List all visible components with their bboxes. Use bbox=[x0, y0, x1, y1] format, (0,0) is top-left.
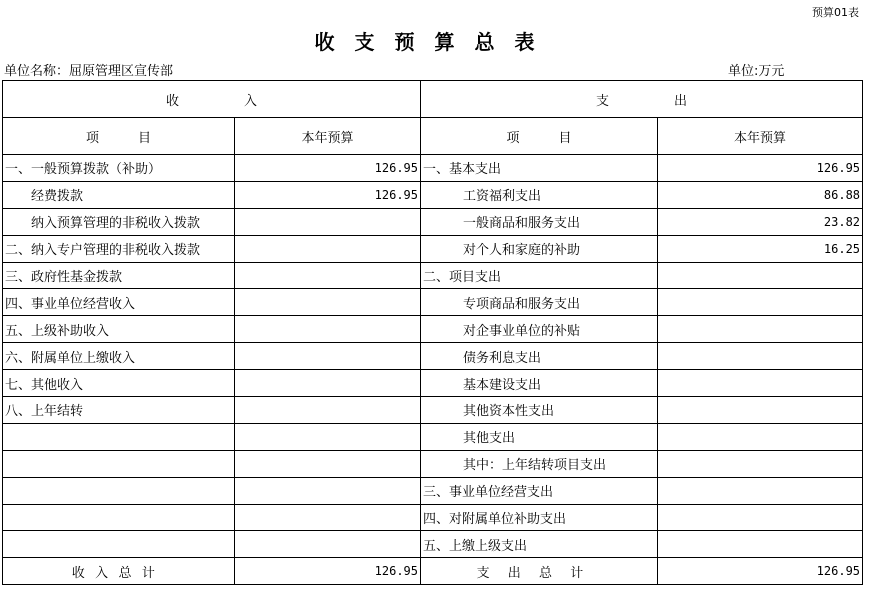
income-item-cell: 纳入预算管理的非税收入拨款 bbox=[3, 208, 235, 235]
income-item-cell: 六、附属单位上缴收入 bbox=[3, 343, 235, 370]
table-row bbox=[3, 531, 863, 558]
table-row bbox=[3, 370, 863, 397]
income-item-cell bbox=[3, 423, 235, 450]
table-row bbox=[3, 235, 863, 262]
expense-item-cell: 工资福利支出 bbox=[421, 181, 658, 208]
expense-item-cell: 其他资本性支出 bbox=[421, 397, 658, 424]
income-section-header: 收 入 bbox=[3, 81, 421, 118]
income-value-cell bbox=[235, 504, 421, 531]
expense-item-cell: 一般商品和服务支出 bbox=[421, 208, 658, 235]
expense-value-cell: 23.82 bbox=[658, 208, 863, 235]
expense-value-cell bbox=[658, 343, 863, 370]
expense-value-cell bbox=[658, 423, 863, 450]
income-item-cell: 三、政府性基金拨款 bbox=[3, 262, 235, 289]
expense-item-cell: 其他支出 bbox=[421, 423, 658, 450]
expense-value-cell bbox=[658, 450, 863, 477]
income-value-cell bbox=[235, 316, 421, 343]
expense-value-cell bbox=[658, 531, 863, 558]
form-code: 预算01表 bbox=[812, 6, 859, 19]
income-item-cell: 二、纳入专户管理的非税收入拨款 bbox=[3, 235, 235, 262]
expense-value-cell: 126.95 bbox=[658, 155, 863, 182]
expense-value-cell: 16.25 bbox=[658, 235, 863, 262]
table-row bbox=[3, 343, 863, 370]
income-value-cell: 126.95 bbox=[235, 181, 421, 208]
page-title: 收支预算总表 bbox=[314, 30, 555, 54]
expense-item-cell: 对企事业单位的补贴 bbox=[421, 316, 658, 343]
expense-item-cell: 其中：上年结转项目支出 bbox=[421, 450, 658, 477]
expense-value-cell bbox=[658, 397, 863, 424]
income-value-cell bbox=[235, 397, 421, 424]
income-item-cell bbox=[3, 477, 235, 504]
income-value-cell bbox=[235, 450, 421, 477]
income-item-cell: 一、一般预算拨款（补助） bbox=[3, 155, 235, 182]
income-value-cell bbox=[235, 262, 421, 289]
expense-item-cell: 对个人和家庭的补助 bbox=[421, 235, 658, 262]
expense-budget-header: 本年预算 bbox=[658, 118, 863, 155]
income-budget-header: 本年预算 bbox=[235, 118, 421, 155]
income-value-cell bbox=[235, 423, 421, 450]
income-value-cell bbox=[235, 477, 421, 504]
unit-name: 单位名称：屈原管理区宣传部 bbox=[4, 64, 174, 79]
expense-item-cell: 四、对附属单位补助支出 bbox=[421, 504, 658, 531]
income-total-label: 收入总计 bbox=[3, 558, 235, 585]
column-header-row bbox=[3, 118, 863, 155]
expense-value-cell bbox=[658, 289, 863, 316]
expense-value-cell bbox=[658, 316, 863, 343]
income-total-value: 126.95 bbox=[235, 558, 421, 585]
table-row bbox=[3, 262, 863, 289]
expense-value-cell bbox=[658, 370, 863, 397]
table-row bbox=[3, 504, 863, 531]
income-value-cell bbox=[235, 289, 421, 316]
table-row bbox=[3, 316, 863, 343]
income-item-cell: 四、事业单位经营收入 bbox=[3, 289, 235, 316]
expense-value-cell bbox=[658, 477, 863, 504]
budget-table bbox=[2, 80, 863, 585]
table-row bbox=[3, 450, 863, 477]
table-row bbox=[3, 155, 863, 182]
unit-measure: 单位:万元 bbox=[728, 64, 785, 79]
expense-item-cell: 债务利息支出 bbox=[421, 343, 658, 370]
table-row bbox=[3, 289, 863, 316]
income-value-cell: 126.95 bbox=[235, 155, 421, 182]
expense-item-header: 项 目 bbox=[421, 118, 658, 155]
income-value-cell bbox=[235, 235, 421, 262]
table-row bbox=[3, 397, 863, 424]
table-row bbox=[3, 208, 863, 235]
income-value-cell bbox=[235, 208, 421, 235]
income-item-cell bbox=[3, 531, 235, 558]
income-item-cell: 经费拨款 bbox=[3, 181, 235, 208]
income-item-cell bbox=[3, 504, 235, 531]
expense-value-cell: 86.88 bbox=[658, 181, 863, 208]
income-item-cell bbox=[3, 450, 235, 477]
expense-total-value: 126.95 bbox=[658, 558, 863, 585]
totals-row bbox=[3, 558, 863, 585]
expense-item-cell: 五、上缴上级支出 bbox=[421, 531, 658, 558]
expense-item-cell: 二、项目支出 bbox=[421, 262, 658, 289]
expense-item-cell: 专项商品和服务支出 bbox=[421, 289, 658, 316]
expense-item-cell: 一、基本支出 bbox=[421, 155, 658, 182]
table-row bbox=[3, 181, 863, 208]
income-value-cell bbox=[235, 370, 421, 397]
expense-item-cell: 三、事业单位经营支出 bbox=[421, 477, 658, 504]
table-row bbox=[3, 423, 863, 450]
income-item-cell: 八、上年结转 bbox=[3, 397, 235, 424]
expense-item-cell: 基本建设支出 bbox=[421, 370, 658, 397]
income-value-cell bbox=[235, 343, 421, 370]
table-row bbox=[3, 477, 863, 504]
income-value-cell bbox=[235, 531, 421, 558]
expense-value-cell bbox=[658, 262, 863, 289]
expense-section-header: 支 出 bbox=[421, 81, 863, 118]
income-item-header: 项 目 bbox=[3, 118, 235, 155]
expense-value-cell bbox=[658, 504, 863, 531]
section-header-row bbox=[3, 81, 863, 118]
expense-total-label: 支出总计 bbox=[421, 558, 658, 585]
income-item-cell: 七、其他收入 bbox=[3, 370, 235, 397]
income-item-cell: 五、上级补助收入 bbox=[3, 316, 235, 343]
